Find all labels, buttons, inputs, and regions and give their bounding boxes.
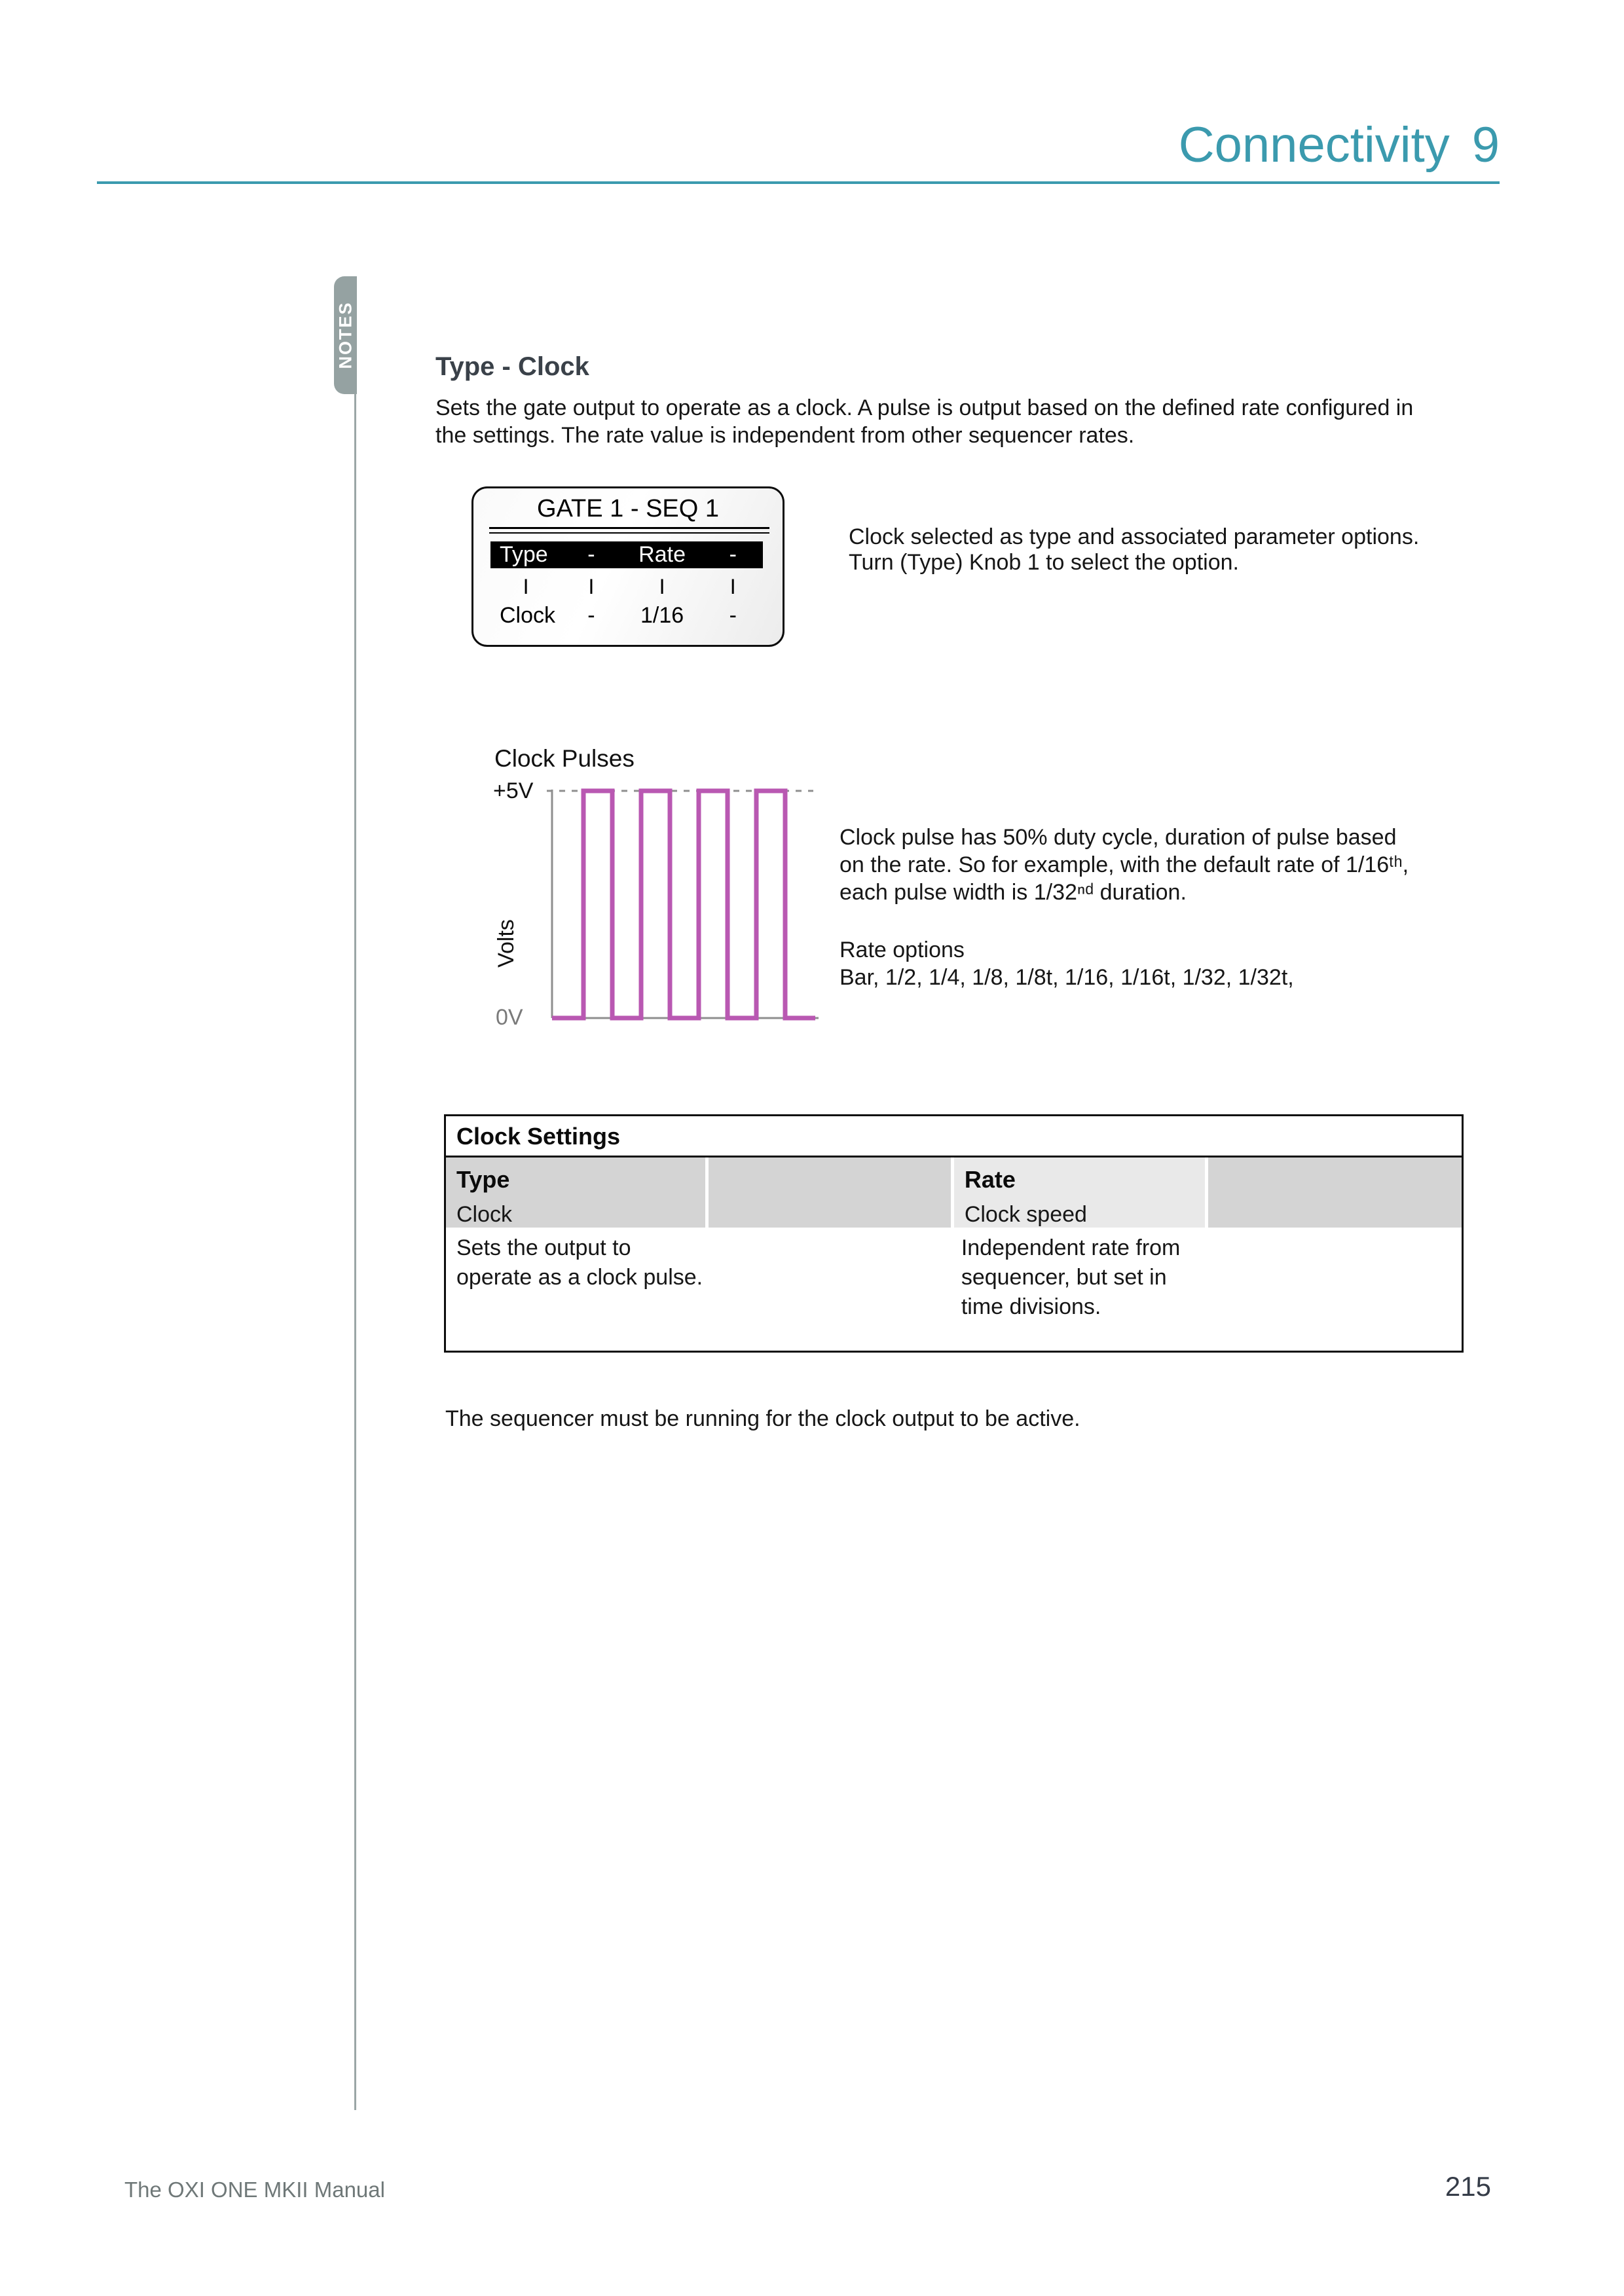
footer-page-number: 215	[1445, 2171, 1491, 2202]
lcd-display-mock	[471, 486, 784, 647]
lcd-param-dash2: -	[729, 542, 737, 567]
table-header-cell-spacer2	[1205, 1157, 1462, 1228]
section-heading: Type - Clock	[435, 352, 589, 381]
body-spacer2	[1205, 1226, 1462, 1351]
rate-header: Rate	[964, 1166, 1016, 1193]
type-header: Type	[456, 1166, 510, 1193]
knob-tick-2: I	[588, 574, 595, 598]
rate-options-list: Bar, 1/2, 1/4, 1/8, 1/8t, 1/16, 1/16t, 1/32, 1/32t,	[840, 965, 1294, 990]
lcd-divider	[489, 527, 769, 534]
pulse-waveform	[552, 791, 815, 1018]
notes-tab-label: NOTES	[335, 301, 355, 369]
plus-five-volt-label: +5V	[493, 778, 534, 803]
pulse-waveform-diagram	[471, 776, 838, 1038]
notes-side-tab	[334, 276, 357, 394]
lcd-value-dash2: -	[729, 602, 737, 628]
clock-settings-table	[444, 1114, 1464, 1353]
margin-guide-line	[354, 393, 356, 2110]
table-body-row	[446, 1226, 1462, 1351]
table-header-cell-spacer1	[705, 1157, 951, 1228]
type-value: Clock	[456, 1202, 513, 1227]
lcd-param-rate: Rate	[638, 542, 686, 567]
table-header-cell-rate	[951, 1157, 1205, 1228]
rate-options-heading: Rate options	[840, 938, 965, 962]
sequencer-note: The sequencer must be running for the clock output to be active.	[445, 1406, 1080, 1431]
rate-description: Independent rate from sequencer, but set in time divisions.	[961, 1235, 1181, 1319]
lcd-value-rate: 1/16	[640, 602, 684, 628]
lcd-param-type: Type	[500, 542, 548, 567]
chapter-heading	[1179, 117, 1500, 173]
table-title: Clock Settings	[446, 1116, 1462, 1157]
chapter-rule	[97, 181, 1500, 184]
pulse-diagram-title: Clock Pulses	[494, 745, 635, 772]
lcd-param-dash1: -	[587, 542, 595, 567]
knob-tick-4: I	[729, 574, 736, 598]
lcd-value-row	[490, 601, 763, 630]
volts-axis-label: Volts	[494, 919, 519, 968]
table-header-row	[446, 1157, 1462, 1226]
section-intro: Sets the gate output to operate as a clock. A pulse is output based on the defined rate configured in the settings. The rate value is independent from other sequencer rates.	[435, 395, 1414, 448]
rate-value: Clock speed	[964, 1202, 1087, 1227]
lcd-value-type: Clock	[500, 602, 556, 628]
knob-tick-1: I	[523, 574, 529, 598]
knob-tick-3: I	[659, 574, 665, 598]
body-spacer1	[705, 1226, 951, 1351]
type-description: Sets the output to operate as a clock pulse.	[456, 1235, 703, 1290]
footer-manual-title: The OXI ONE MKII Manual	[124, 2178, 385, 2202]
lcd-knob-tick-row	[490, 572, 763, 601]
chapter-number: 9	[1471, 117, 1500, 173]
zero-volt-label: 0V	[496, 1005, 523, 1030]
lcd-param-row	[490, 541, 763, 568]
chapter-title-text: Connectivity	[1178, 117, 1450, 173]
lcd-caption: Clock selected as type and associated parameter options. Turn (Type) Knob 1 to select the option.	[849, 524, 1420, 575]
table-header-cell-type	[446, 1157, 705, 1228]
lcd-value-dash1: -	[587, 602, 595, 628]
pulse-description: Clock pulse has 50% duty cycle, duration of pulse based on the rate. So for example, with the default rate of 1/16ᵗʰ, each pulse width is 1/32ⁿᵈ duration.	[840, 825, 1409, 905]
lcd-title: GATE 1 - SEQ 1	[536, 495, 720, 522]
